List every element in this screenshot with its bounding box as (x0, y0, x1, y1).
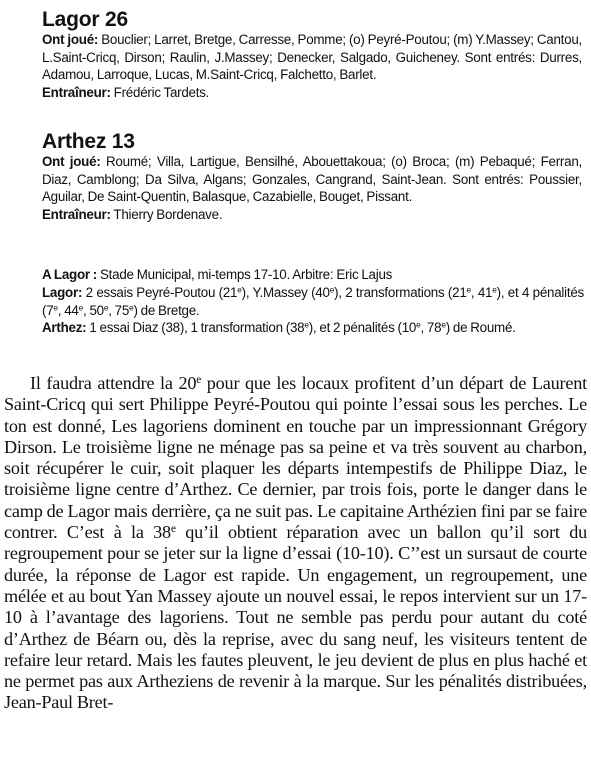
home-coach-line (42, 84, 582, 102)
arthez-scoring-label: Arthez: (42, 320, 87, 336)
home-coach-label: Entraîneur: (42, 84, 111, 100)
away-played-list: Roumé; Villa, Lartigue, Bensilhé, Abouettakoua; (o) Broca; (m) Pebaqué; Ferran, Diaz, Camblong; Da Silva, Algans; Gonzales, Cangrand, Saint-Jean. Sont entrés: Poussier, Aguilar, De Saint-Quentin, Balasque, Cazabielle, Bouget, Pissant. (42, 154, 582, 205)
home-coach-name: Frédéric Tardets. (110, 84, 210, 100)
away-coach-line (42, 206, 582, 224)
article-text-part-2: pour que les locaux profitent d’un départ de Laurent Saint-Cricq qui sert Philippe Peyré-Poutou qui pointe l’essai sous les perches. Le ton est donné, Les lagoriens dominent en touche par un impressionnant Grégory Dirson. Le troisième ligne ne ménage pas sa peine et va très souvent au charbon, soit récupérer le cuir, soit plaquer les départs intempestifs de Philippe Diaz, le troisième ligne centre d’Arthez. Ce dernier, par trois fois, porte le danger dans le camp de Lagor mais derrière, ça ne suit pas. Le capitaine Arthézien fini par se faire contrer. C’est à la 38 (4, 373, 587, 543)
venue-line (42, 266, 584, 284)
article-text-part-3: qu’il obtient réparation avec un ballon qu’il sort du regroupement pour se jeter sur la ligne d’essai (10-10). C’’est un sursaut de courte durée, la réponse de Lagor est rapide. Un engagement, un regroupement, une mélée et au bout Yan Massey ajoute un nouvel essai, le repos intervient sur un 17-10 à l’avantage des lagoriens. Tout ne semble pas perdu pour autant du coté d’Arthez de Béarn ou, dès la reprise, avec du sang neuf, les visiteurs tentent de refaire leur retard. Mais les fautes pleuvent, le jeu devient de plus en plus haché et ne permet pas aux Artheziens de revenir à la marque. Sur les pénalités distribuées, Jean-Paul Bret- (4, 522, 587, 713)
home-team-title: Lagor 26 (42, 8, 128, 31)
lagor-scoring-label: Lagor: (42, 284, 83, 300)
away-team-title: Arthez 13 (42, 130, 135, 153)
home-team-block (42, 9, 582, 101)
article-body: Il faudra attendre la 20e pour que les locaux profitent d’un départ de Laurent Saint-Cricq qui sert Philippe Peyré-Poutou qui pointe l’essai sous les perches. Le ton est donné, Les lagoriens dominent en touche par un impressionnant Grégory Dirson. Le troisième ligne ne ménage pas sa peine et va très souvent au charbon, soit récupérer le cuir, soit plaquer les départs intempestifs de Philippe Diaz, le troisième ligne centre d’Arthez. Ce dernier, par trois fois, porte le danger dans le camp de Lagor mais derrière, ça ne suit pas. Le capitaine Arthézien fini par se faire contrer. C’est à la 38e qu’il obtient réparation avec un ballon qu’il sort du regroupement pour se jeter sur la ligne d’essai (10-10). C’’est un sursaut de courte durée, la réponse de Lagor est rapide. Un engagement, un regroupement, une mélée et au bout Yan Massey ajoute un nouvel essai, le repos intervient sur un 17-10 à l’avantage des lagoriens. Tout ne semble pas perdu pour autant du coté d’Arthez de Béarn ou, dès la reprise, avec du sang neuf, les visiteurs tentent de refaire leur retard. Mais les fautes pleuvent, le jeu devient de plus en plus haché et ne permet pas aux Artheziens de revenir à la marque. Sur les pénalités distribuées, Jean-Paul Bret- (4, 373, 587, 713)
away-played-label: Ont joué: (42, 154, 101, 169)
home-played-label: Ont joué: (42, 32, 99, 47)
venue-text: Stade Municipal, mi-temps 17-10. Arbitre: Eric Lajus (97, 267, 393, 282)
match-summary (42, 266, 584, 337)
lagor-scoring-line: Lagor: 2 essais Peyré-Poutou (21e), Y.Massey (40e), 2 transformations (21e, 41e), et 4 pénalités (7e, 44e, 50e, 75e) de Bretge. (42, 284, 584, 318)
away-team-lineup (42, 153, 582, 206)
away-coach-label: Entraîneur: (42, 206, 111, 222)
away-team-block (42, 131, 582, 223)
venue-label: A Lagor : (42, 267, 98, 282)
away-coach-name: Thierry Bordenave. (110, 206, 223, 222)
arthez-scoring-line: Arthez: 1 essai Diaz (38), 1 transformation (38e), et 2 pénalités (10e, 78e) de Roumé. (42, 319, 516, 336)
home-played-list: Bouclier; Larret, Bretge, Carresse, Pomme; (o) Peyré-Poutou; (m) Y.Massey; Cantou, L.Saint-Cricq, Dirson; Raulin, J.Massey; Denecker, Salgado, Guicheney. Sont entrés: Durres, Adamou, Larroque, Lucas, M.Saint-Cricq, Falchetto, Barlet. (42, 32, 582, 83)
article-text-part-1: Il faudra attendre la 20 (30, 373, 197, 393)
home-team-lineup (42, 31, 582, 84)
